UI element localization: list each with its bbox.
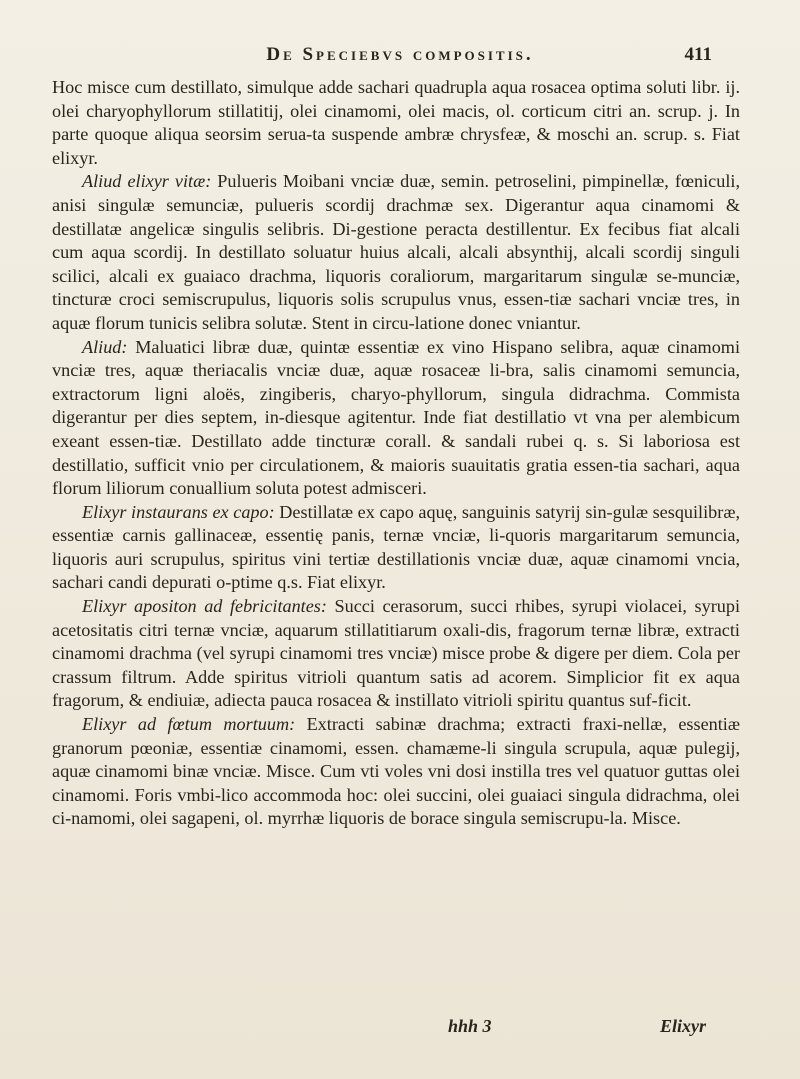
recipe-text: Succi cerasorum, succi rhibes, syrupi violacei, syrupi acetositatis citri ternæ vnciæ, aquarum stillatitiarum oxali-dis, fragorum ternæ libræ, extracti cinamomi drachma (vel syrupi cinamomi tres vnciæ) misce probe & digere per diem. Cola per crassum filtrum. Adde spiritus vitrioli quantum satis ad acorem. Simplicior fit ex aqua fragorum, & endiuiæ, adiecta pauca rosacea & instillato vitrioli spiritu quantus suf-ficit.	[52, 596, 740, 711]
running-header	[0, 44, 800, 70]
signature-mark: hhh 3	[448, 1016, 492, 1036]
paragraph-elixyr-foetum	[52, 713, 740, 831]
page-number: 411	[684, 44, 712, 65]
catchword: Elixyr	[660, 1016, 707, 1036]
recipe-title: Aliud elixyr vitæ:	[82, 171, 212, 192]
paragraph-elixyr-apositon	[52, 595, 740, 713]
paragraph-intro	[52, 76, 740, 170]
recipe-text: Pulueris Moibani vnciæ duæ, semin. petroselini, pimpinellæ, fœniculi, anisi singulæ semunciæ, pulueris scordij drachmæ sex. Digerantur aqua cinamomi & destillatæ angelicæ singulis selibris. Di-gestione peracta destillentur. Ex fecibus fiat alcali cum aqua scordij. In destillato soluatur huius alcali, alcali absynthij, alcali scordij singuli scilici, alcali ex guaiaco drachma, liquoris coraliorum, margaritarum singulæ se-munciæ, tincturæ croci semiscrupulus, liquoris solis scrupulus vnus, essen-tiæ sachari vnciæ tres, in aquæ florum tunicis selibra solutæ. Stent in circu-latione donec vniantur.	[52, 171, 741, 333]
recipe-text: Hoc misce cum destillato, simulque adde sachari quadrupla aqua rosacea optima soluti libr. ij. olei charyophyllorum stillatitij, olei cinamomi, olei macis, ol. corticum citri an. scrup. j. In parte quoque aliqua seorsim serua-ta suspende ambræ chrysfeæ, & moschi an. scrup. s. Fiat elixyr.	[52, 77, 740, 168]
recipe-title: Elixyr instaurans ex capo:	[82, 501, 275, 522]
running-title: De Speciebvs compositis.	[266, 44, 534, 65]
paragraph-elixyr-vitae	[52, 170, 740, 335]
paragraph-elixyr-instaurans	[52, 501, 740, 595]
paragraph-aliud	[52, 336, 740, 501]
recipe-title: Elixyr apositon ad febricitantes:	[82, 596, 327, 617]
recipe-text: Extracti sabinæ drachma; extracti fraxi-nellæ, essentiæ granorum pœoniæ, essentiæ cinamomi, essen. chamæme-li singula scrupula, aquæ pulegij, aquæ cinamomi binæ vnciæ. Misce. Cum vti voles vni dosi instilla tres vel quatuor guttas olei cinamomi. Foris vmbi-lico accommoda hoc: olei succini, olei guaiaci singula didrachma, olei ci-namomi, olei sagapeni, ol. myrrhæ liquoris de borace singula semiscrupu-la. Misce.	[52, 714, 740, 829]
recipe-title: Aliud:	[82, 336, 128, 357]
page-body	[52, 76, 740, 831]
page-footer	[0, 1016, 800, 1046]
recipe-title: Elixyr ad fœtum mortuum:	[82, 714, 296, 735]
recipe-text: Destillatæ ex capo aquę, sanguinis satyrij sin-gulæ sesquilibræ, essentiæ carnis gallinaceæ, essentię panis, ternæ vnciæ, li-quoris margaritarum semuncia, liquoris auri scrupulus, spiritus vini tertiæ destillationis vnciæ duæ, aquæ cinamomi vncia, sachari candi depurati o-ptime q.s. Fiat elixyr.	[52, 501, 740, 593]
recipe-text: Maluatici libræ duæ, quintæ essentiæ ex vino Hispano selibra, aquæ cinamomi vnciæ tres, aquæ theriacalis vnciæ duæ, aquæ rosaceæ li-bra, salis cinamomi semuncia, extractorum ligni aloës, zingiberis, charyo-phyllorum, singula didrachma. Commista digerantur per dies septem, in-diesque agitentur. Inde fiat destillatio vt vna per alembicum exeant essen-tiæ. Destillato adde tincturæ corall. & sandali rubei q. s. Si laboriosa est destillatio, sufficit vnio per circulationem, & maioris suauitatis gratia essen-tia sachari, aqua florum liliorum conuallium soluta potest admisceri.	[52, 336, 740, 499]
